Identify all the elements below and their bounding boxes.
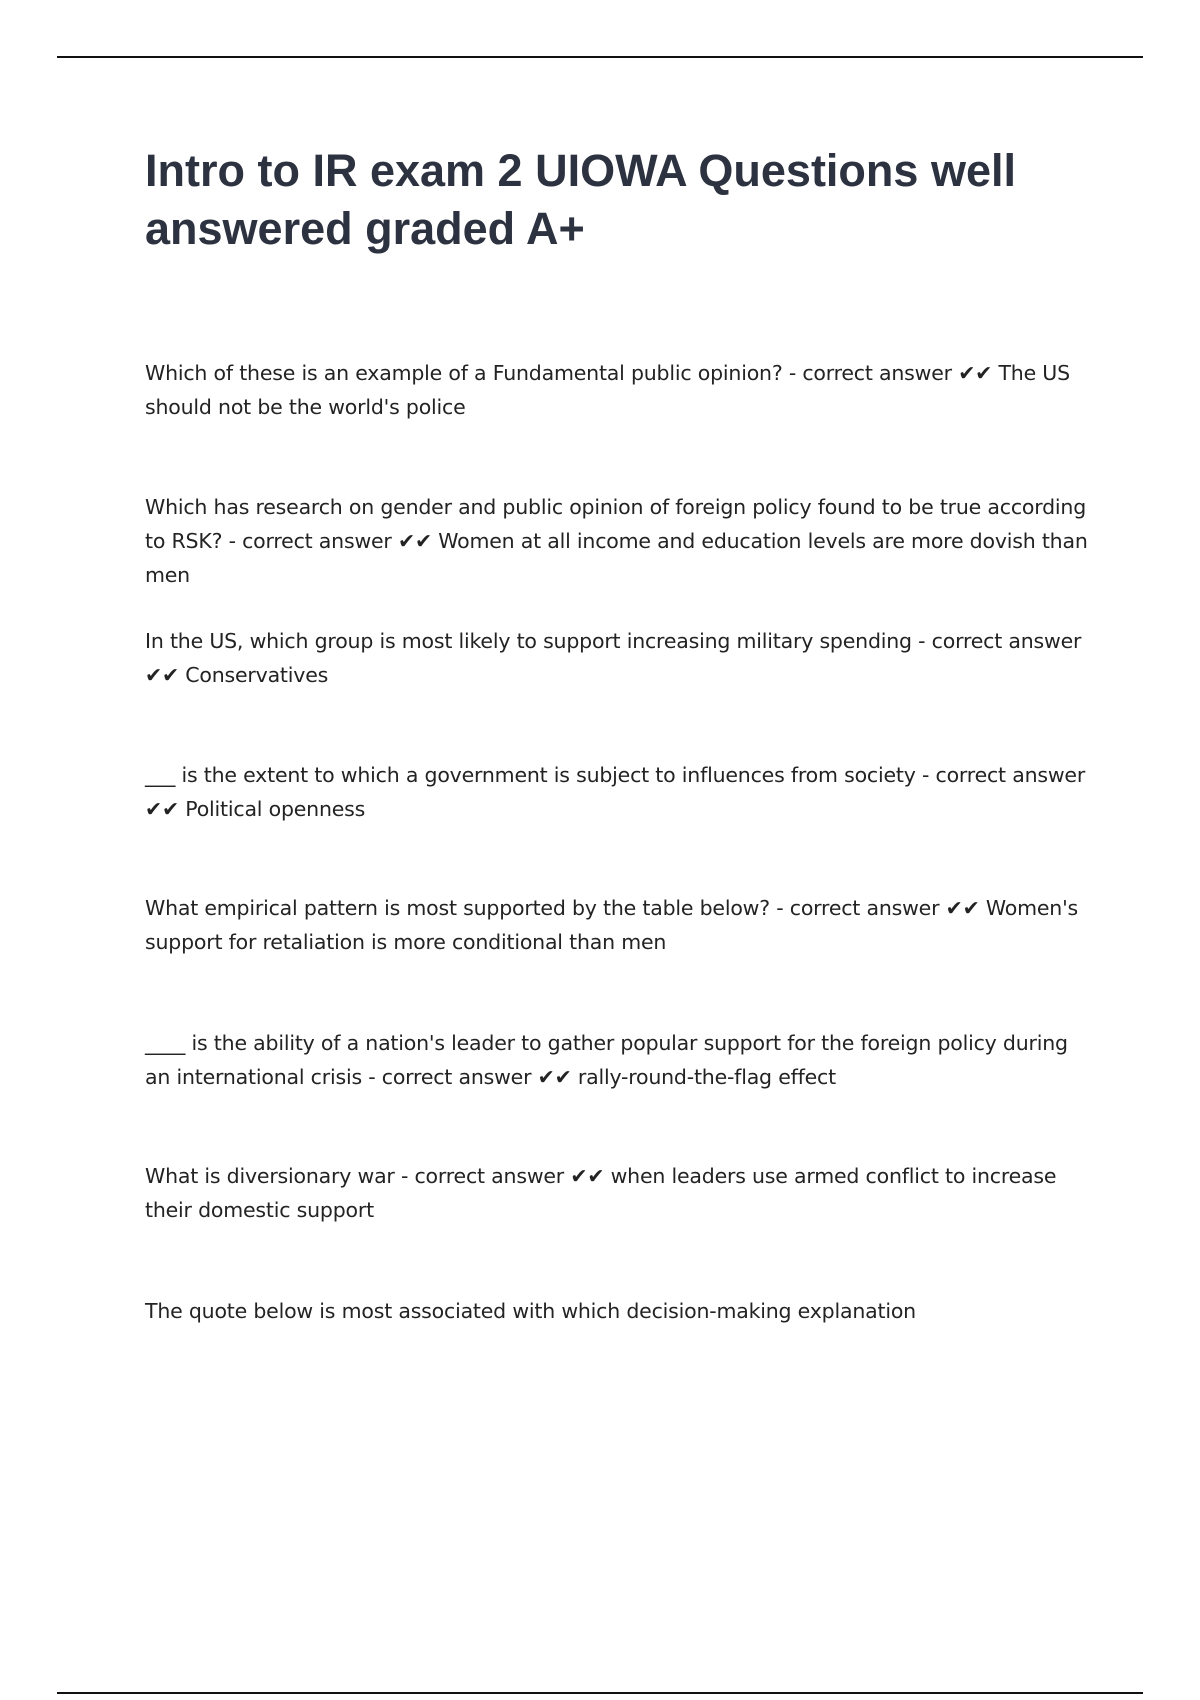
qa-item	[145, 490, 1095, 592]
qa-item-text: Which has research on gender and public opinion of foreign policy found to be true according to RSK? - correct answer ✔✔ Women at all income and education levels are more dovish than men	[145, 495, 1088, 587]
qa-item	[145, 1026, 1095, 1094]
qa-item	[145, 624, 1095, 692]
qa-item	[145, 1294, 1095, 1328]
bottom-divider	[57, 1692, 1143, 1694]
qa-item	[145, 758, 1095, 826]
qa-item-text: In the US, which group is most likely to support increasing military spending - correct answer ✔✔ Conservatives	[145, 629, 1082, 687]
qa-item-text: ___ is the extent to which a government is subject to influences from society - correct answer ✔✔ Political openness	[145, 763, 1086, 821]
qa-item	[145, 356, 1095, 424]
qa-item-text: ____ is the ability of a nation's leader to gather popular support for the foreign policy during an international crisis - correct answer ✔✔ rally-round-the-flag effect	[145, 1031, 1068, 1089]
qa-item-text: What is diversionary war - correct answer ✔✔ when leaders use armed conflict to increase their domestic support	[145, 1164, 1057, 1222]
qa-item-text: Which of these is an example of a Fundamental public opinion? - correct answer ✔✔ The US should not be the world's police	[145, 361, 1070, 419]
qa-item	[145, 1159, 1095, 1227]
qa-item	[145, 891, 1095, 959]
top-divider	[57, 56, 1143, 58]
page-title: Intro to IR exam 2 UIOWA Questions well answered graded A+	[145, 145, 1016, 254]
qa-item-text: The quote below is most associated with which decision-making explanation	[145, 1299, 916, 1323]
qa-item-text: What empirical pattern is most supported by the table below? - correct answer ✔✔ Women's support for retaliation is more conditional than men	[145, 896, 1078, 954]
